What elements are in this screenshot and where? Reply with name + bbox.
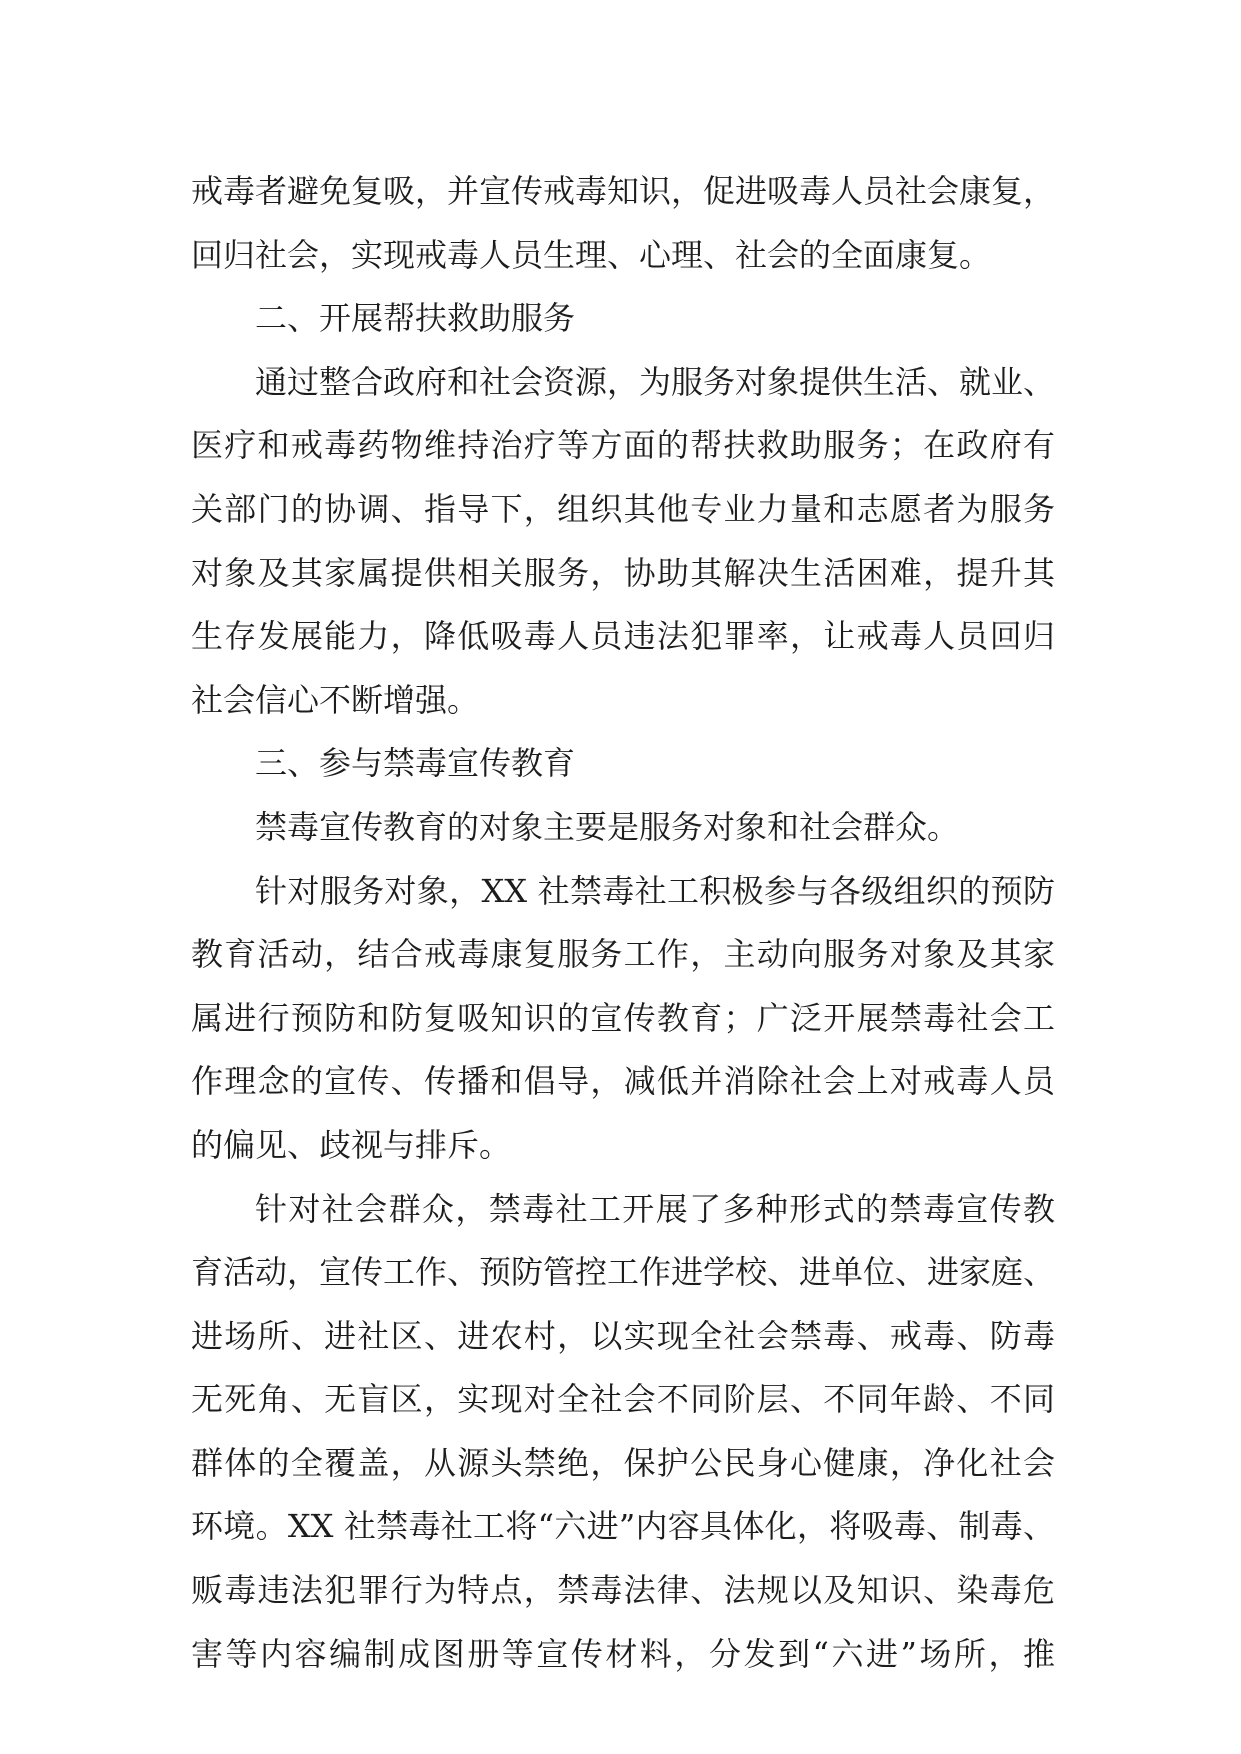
text-line: 进场所、进社区、进农村，以实现全社会禁毒、戒毒、防毒	[191, 1316, 1055, 1355]
text-line: 作理念的宣传、传播和倡导，减低并消除社会上对戒毒人员	[191, 1062, 1055, 1101]
text-line: 通过整合政府和社会资源，为服务对象提供生活、就业、	[255, 362, 1055, 401]
text-line: 的偏见、歧视与排斥。	[191, 1125, 512, 1164]
text-line: 回归社会，实现戒毒人员生理、心理、社会的全面康复。	[191, 235, 992, 274]
text-line: 对象及其家属提供相关服务，协助其解决生活困难，提升其	[191, 553, 1055, 592]
text-line: 针对社会群众，禁毒社工开展了多种形式的禁毒宣传教	[255, 1189, 1055, 1228]
text-line: 生存发展能力，降低吸毒人员违法犯罪率，让戒毒人员回归	[191, 617, 1055, 656]
text-line: 害等内容编制成图册等宣传材料，分发到“六进”场所，推	[191, 1634, 1055, 1673]
section-heading: 二、开展帮扶救助服务	[255, 299, 576, 338]
text-line: 戒毒者避免复吸，并宣传戒毒知识，促进吸毒人员社会康复，	[191, 172, 1055, 210]
text-line: 教育活动，结合戒毒康复服务工作，主动向服务对象及其家	[191, 935, 1055, 974]
text-line: 环境。XX 社禁毒社工将“六进”内容具体化，将吸毒、制毒、	[191, 1507, 1055, 1546]
text-line: 禁毒宣传教育的对象主要是服务对象和社会群众。	[255, 807, 960, 846]
section-heading: 三、参与禁毒宣传教育	[255, 744, 576, 783]
text-line: 属进行预防和防复吸知识的宣传教育；广泛开展禁毒社会工	[191, 998, 1055, 1037]
text-line: 针对服务对象，XX 社禁毒社工积极参与各级组织的预防	[255, 871, 1055, 910]
text-line: 社会信心不断增强。	[191, 680, 480, 719]
text-line: 医疗和戒毒药物维持治疗等方面的帮扶救助服务；在政府有	[191, 426, 1055, 465]
document-body	[191, 160, 1055, 1686]
text-line: 育活动，宣传工作、预防管控工作进学校、进单位、进家庭、	[191, 1253, 1055, 1292]
text-line: 贩毒违法犯罪行为特点，禁毒法律、法规以及知识、染毒危	[191, 1571, 1055, 1610]
text-line: 无死角、无盲区，实现对全社会不同阶层、不同年龄、不同	[191, 1380, 1055, 1419]
text-line: 关部门的协调、指导下，组织其他专业力量和志愿者为服务	[191, 489, 1055, 528]
text-line: 群体的全覆盖，从源头禁绝，保护公民身心健康，净化社会	[191, 1443, 1055, 1482]
